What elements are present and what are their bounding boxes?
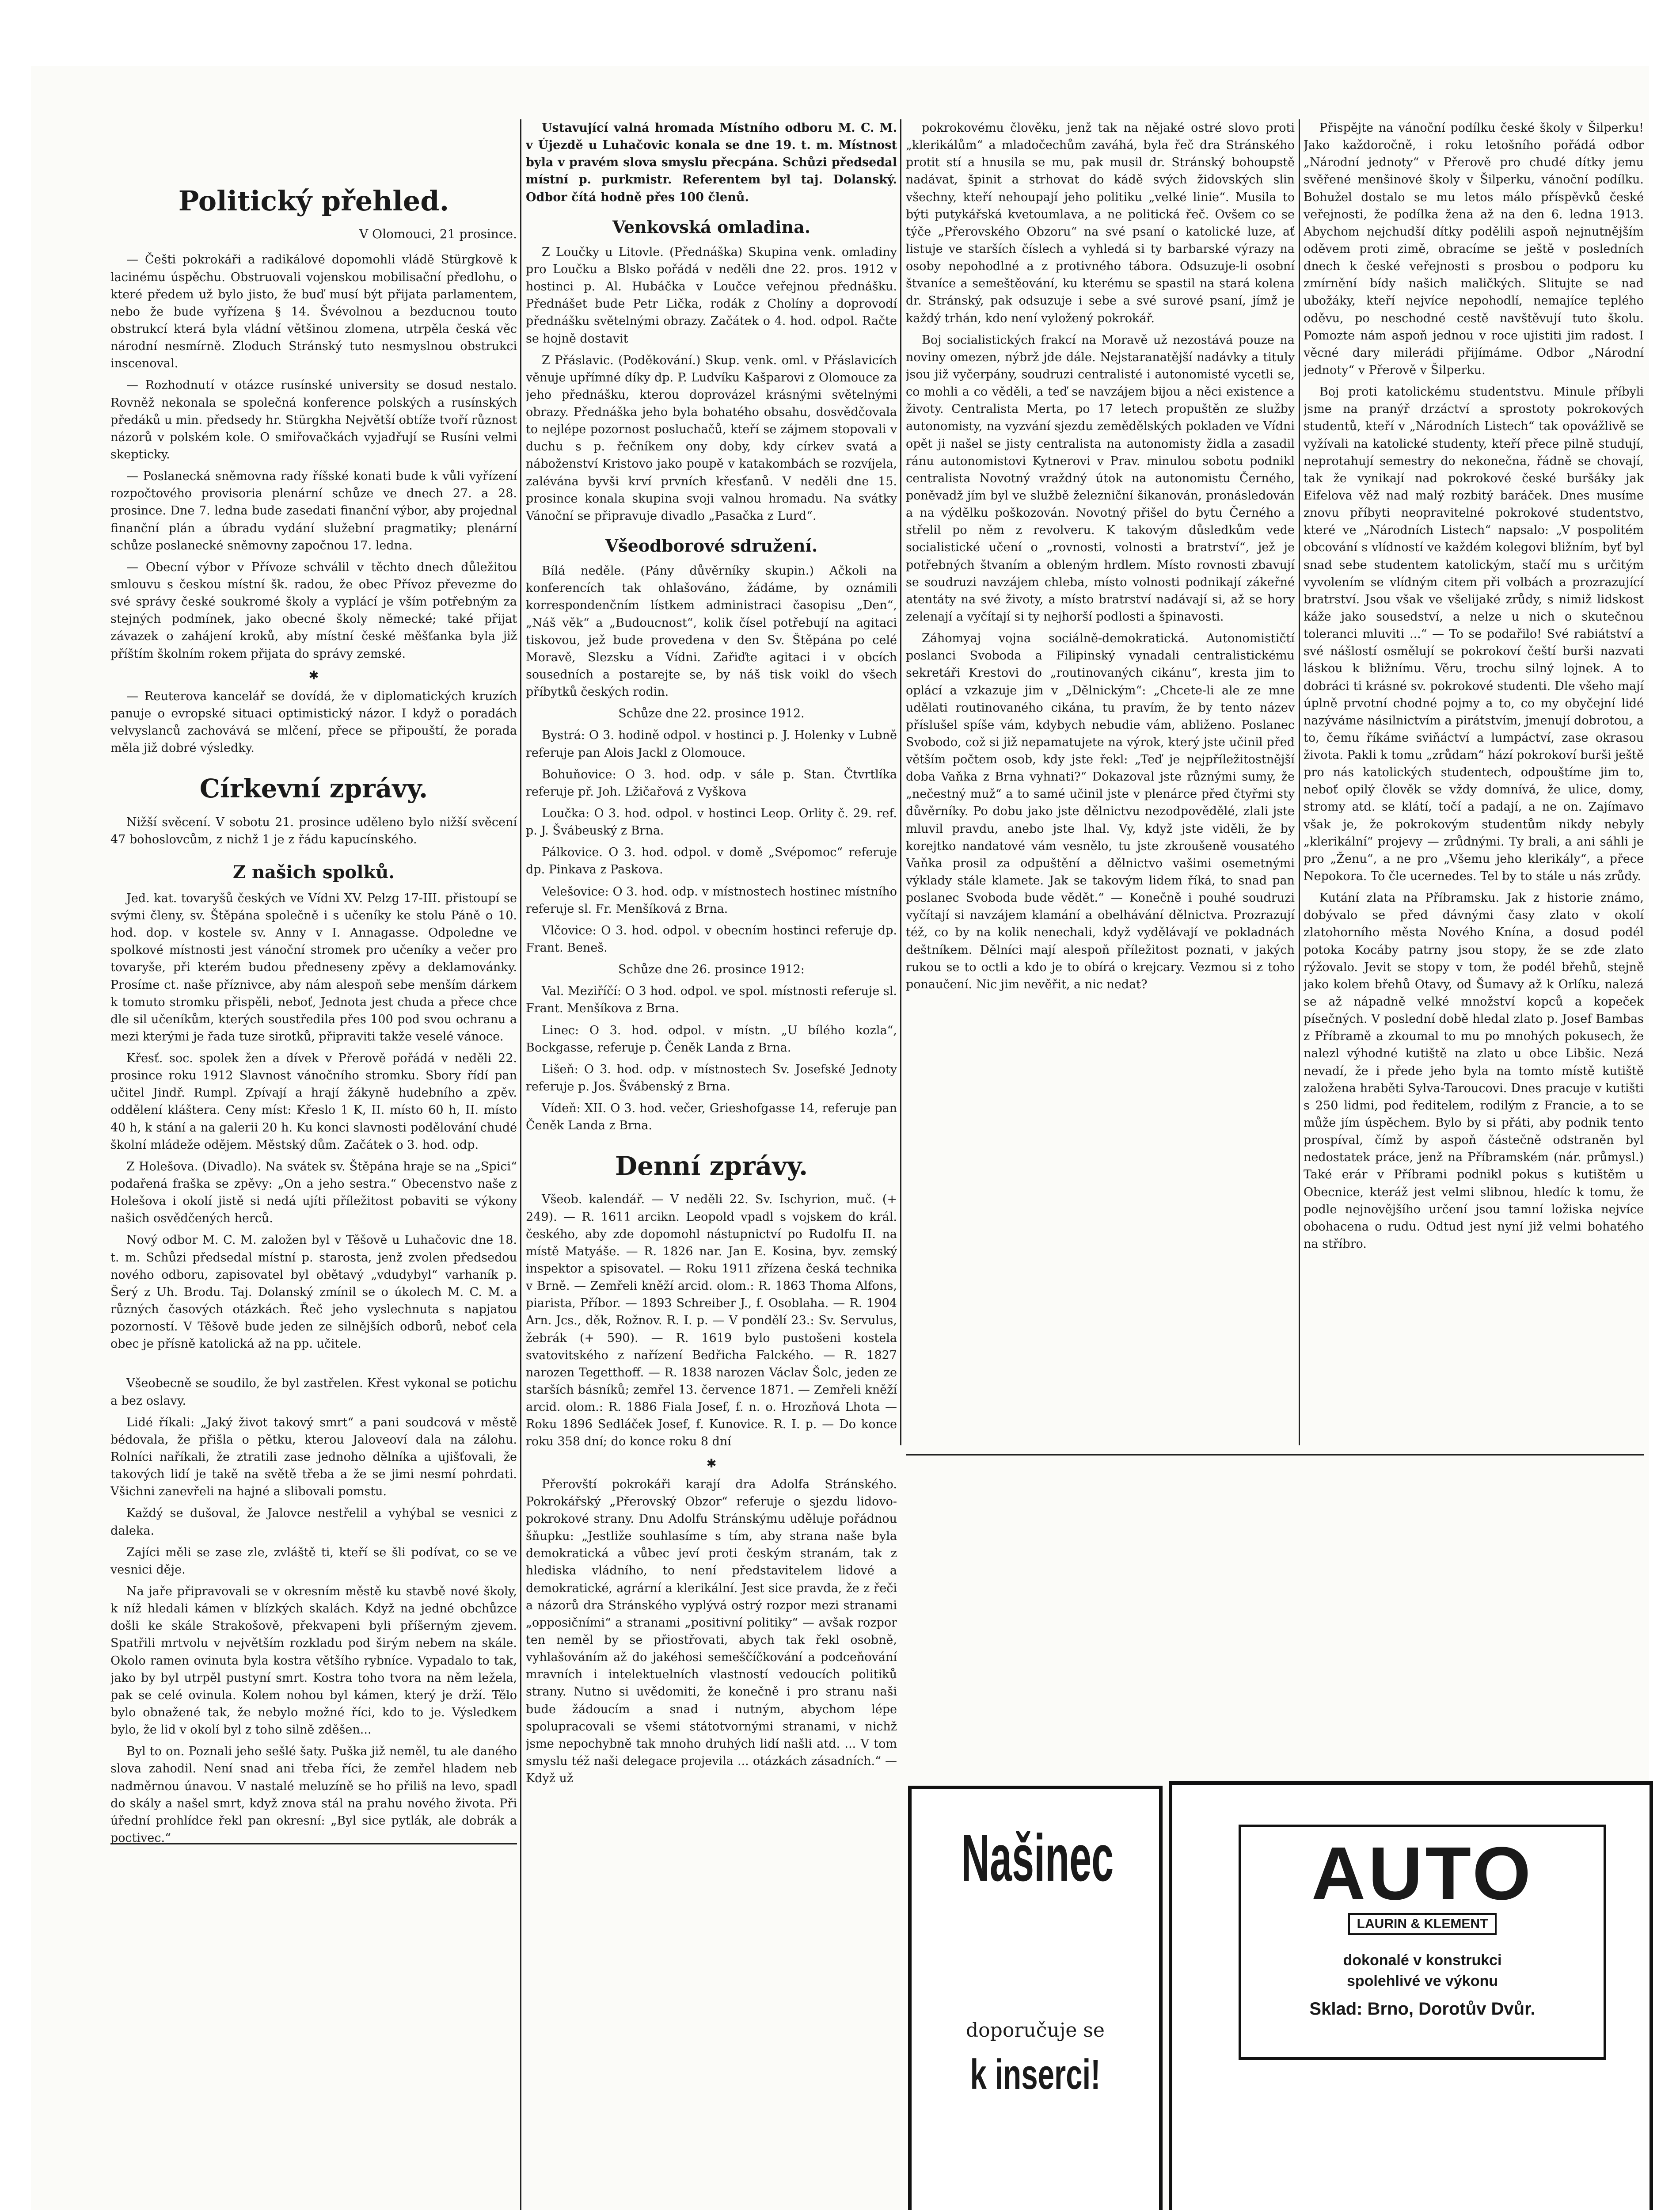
article-paragraph: — Rozhodnutí v otázce rusínské university se dosud nestalo. Rovněž nekonala se společná konference polských a rusínských předáků u min. předsedy hr. Stürgkha Největší obtíže tvoří různost názorů v polském kole. O smiřovačkách vyjadřují se Rusíni velmi skepticky.	[110, 378, 517, 462]
meeting-item: Loučka: O 3. hod. odpol. v hostinci Leop. Orlity č. 29. ref. p. J. Švábeuský z Brna.	[526, 806, 897, 838]
article-paragraph: Z Loučky u Litovle. (Přednáška) Skupina venk. omladiny pro Loučku a Blsko pořádá v neděli dne 22. pros. 1912 v hostinci p. Al. Hubáčka v Loučce veřejnou přednášku. Přednášet bude Petr Lička, rodák z Cholíny a doprovodí přednášku světelnými obrazy. Začátek o 4. hod. odpol. Račte se hojně dostavit	[526, 245, 897, 346]
article-paragraph: — Obecní výbor v Přívoze schválil v těchto dnech důležitou smlouvu s českou místní šk. radou, že obec Přívoz převezme do své správy české soukromé školy a vyplácí je vším potřebným za stejných podmínek, jako obecné školy německé; také přijat závazek o zahájení kroků, aby místní české měšťanka byla již příštím školním rokem přijata do správy zemské.	[110, 560, 517, 661]
article-paragraph: Z Přáslavic. (Poděkování.) Skup. venk. oml. v Přáslavicích věnuje upřímné díky dp. P. Ludvíku Kašparovi z Olomouce za jeho přednášku, kterou doprovázel krásnými světelnými obrazy. Přednáška jeho byla bohatého obsahu, dosvědčovala to nejlépe pozornost posluchačů, kteří se zájmem stopovali v duchu s p. řečníkem ony doby, kdy církev svatá a náboženství Kristovo jako poupě v katakombách se rozvíjela, zalévána byvši krví prvních křesťanů. V neděli dne 15. prosince konala skupina svoji valnou hromadu. Na svátky Vánoční se připravuje divadlo „Pasačka z Lurd“.	[526, 353, 897, 523]
ad-line: dokonalé v konstrukci	[1343, 1952, 1502, 1969]
section-title-societies: Z našich spolků.	[232, 861, 395, 883]
section-title-union: Všeodborové sdružení.	[605, 536, 818, 556]
meeting-date: Schůze dne 26. prosince 1912:	[618, 963, 805, 977]
ad-brand: Našinec	[961, 1821, 1114, 1895]
article-paragraph: Přispějte na vánoční podílku české školy v Šilperku! Jako každoročně, i roku letošního pořádá odbor „Národní jednoty“ v Přerově pro chudé dítky jemu svěřené menšinové školy v Šilperku, vánoční podílku. Bohužel dostalo se mu letos málo příspěvků české veřejnosti, že podílka žena až na den 6. ledna 1913. Abychom nejchudší dítky podělili aspoň nejnutnějším oděvem proti zimě, obracíme se ještě v posledních dnech k české veřejnosti s prosbou o podporu ku zmírnění bídy našich maličkých. Slitujte se nad ubožáky, kteří nejvíce nepohodlí, nemajíce teplého oděvu, po neschodné cestě navštěvují tuto školu. Pomozte nám aspoň jednou v roce ujistiti jim radost. I věcné dary milerádi přijímáme. Odbor „Národní jednoty“ v Přerově v Šilperku.	[1304, 121, 1644, 377]
article-paragraph: Bílá neděle. (Pány důvěrníky skupin.) Ačkoli na konferencích tak ohlašováno, žádáme, by oznámili korrespondenčním lístkem administraci časopisu „Den“, „Náš věk“ a „Budoucnost“, kolik čísel potřebují na agitaci tiskovou, jež bude provedena v den Sv. Štěpána po celé Moravě, Slezsku a Vídni. Zařiďte agitaci i v obcích sousedních a postarejte se, by náš tisk voikl do všech příbytků českých rodin.	[526, 564, 897, 699]
meeting-item: Vídeň: XII. O 3. hod. večer, Grieshofgasse 14, referuje pan Čeněk Landa z Brna.	[526, 1101, 897, 1133]
article-paragraph: — Češti pokrokáři a radikálové dopomohli vládě Stürgkově k lacinému úspěchu. Obstruovali vojenskou mobilisační předlohu, o které předem už bylo jisto, že buď musí být přijata parlamentem, nebo že bude vyřízena § 14. Švévolnou a bezducnou touto obstrukcí která byla vládní většinou zlomena, utrpěla česká věc národní nesmírně. Zloduch Stránský tuto nesmyslnou obstrukci inscenoval.	[110, 253, 517, 371]
calendar-paragraph: Všeob. kalendář. — V neděli 22. Sv. Ischyrion, muč. (+ 249). — R. 1611 arcikn. Leopold vpadl s vojskem do král. českého, aby zde dopomohl nástupnictví po Rudolfu II. na místě Matyáše. — R. 1826 nar. Jan E. Kosina, byv. zemský inspektor a spisovatel. — Roku 1911 zřízena česká technika v Brně. — Zemřeli kněží arcid. olom.: R. 1863 Thoma Alfons, piaristа, Příbor. — 1893 Schreiber J., f. Osoblaha. — R. 1904 Arn. Jcs., děk, Rožnov. R. I. p. — V pondělí 23.: Sv. Servulus, žebrák (+ 590). — R. 1619 bylo pustošeni kostela svatovitského z nařízení Bedřicha Falckého. — R. 1827 narozen Tegetthoff. — R. 1838 narozen Václav Šolc, jeden ze starších básníků; zemřel 13. července 1871. — Zemřeli kněží arcid. olom.: R. 1886 Fiala Josef, f. n. o. Hrozňová Lhota — Roku 1896 Sedláček Josef, f. Kunovice. R. I. p. — Do konce roku 358 dní; do konce roku 8 dní	[526, 1193, 897, 1449]
article-paragraph: Ustavující valná hromada Místního odboru M. C. M. v Újezdě u Luhačovic konala se dne 19. t. m. Místnost byla v pravém slova smyslu přecpána. Schůzi předsedal místní p. purkmistr. Referentem byl taj. Dolanský. Odbor čítá hodně přes 100 členů.	[526, 121, 897, 204]
meeting-item: Lišeň: O 3. hod. odp. v místnostech Sv. Josefské Jednoty referuje p. Jos. Švábenský z Brna.	[526, 1062, 897, 1094]
meeting-item: Bohuňovice: O 3. hod. odp. v sále p. Stan. Čtvrtlíka referuje př. Joh. Lžičařová z Vyškova	[526, 767, 897, 799]
article-paragraph: Jed. kat. tovaryšů českých ve Vídni XV. Pelzg 17-III. přistoupí se svými členy, sv. Štěpána společně i s učeníky ke stolu Páně o 10. hod. dop. v kostele sv. Anny v I. Annagasse. Odpoledne ve spolkové místnosti jest vánoční stromek pro učeníky a večer pro tovaryše, při kterém budou předneseny zpěvy a deklamovánky. Prosíme ct. naše příznivce, aby nám alespoň sebe menším dárkem k tomuto stromku přispěli, neboť, Jednota jest chuda a přece chce dle sil učeníkům, kterých soustředila přes 100 pod svou ochranu a mezi kterými je řada tuze sirotků, připraviti takže veselé vánoce.	[110, 891, 517, 1044]
article-paragraph: — Poslanecká sněmovna rady říšské konati bude k vůli vyřízení rozpočtového provisoria plenární schůze ve dnech 27. a 28. prosince. Dne 7. ledna bude zasedati finanční výbor, aby projednal finanční plán a úbradu vydání služební pragmatiky; plenární schůze poslanecké sněmovny započnou 17. ledna.	[110, 469, 517, 552]
story-paragraph: Zajíci měli se zase zle, zvláště ti, kteří se šli podívat, co se ve vesnici děje.	[110, 1545, 517, 1577]
ad-line: doporučuje se	[966, 2019, 1105, 2042]
horizontal-rule	[906, 1454, 1644, 1456]
section-title-church: Církevní zprávy.	[199, 774, 428, 804]
column-rule	[900, 119, 901, 1445]
article-paragraph: Nižší svěcení. V sobotu 21. prosince udělenо bylo nižší svěcení 47 bohoslovcům, z nichž 1 je z řádu kapucínského.	[110, 815, 517, 846]
article-paragraph: Přerovští pokrokáři karají dra Adolfa Stránského. Pokrokářský „Přerovský Obzor“ referuje o sjezdu lidovo-pokrokové strany. Dnu Adolfu Stránskýmu uděluje pořádnou šňupku: „Jestliže souhlasíme s tím, aby strana naše byla demokratická a vůbec jeví proti českým stranám, tak z hlediska vládního, to není představitelem lidové a demokratické, agrární a klerikální. Jest sice pravda, že z řeči a názorů dra Stránského vyplývá ostrý rozpor mezi stranami „opposičními“ a stranami „positivní politiky“ — avšak rozpor ten neměl by se přiostřovati, abych tak řekl osobně, vyhlašováním až do jakéhosi semeščíčkování a podceňování mravních i intelektuelních vlastností vedoucích politiků strany. Nutno si uvědomiti, že konečně i pro stranu naši bude žádoucím a snad i nutným, abychom lépe spolupracovali se všemi státotvornými stranami, v nichž jsme nepochybně tak mnoho druhých lidí našli atd. ... V tom smyslu též naši delegace projevila ... otázkách zásadních.“ — Když už	[526, 1477, 897, 1786]
column-2	[526, 119, 897, 2210]
meeting-item: Pálkovice. O 3. hod. odpol. v domě „Svépomoc“ referuje dp. Pinkava z Paskova.	[526, 846, 897, 877]
story-paragraph: Na jaře připravovali se v okresním městě ku stavbě nové školy, k níž hledali kámen v blízkých skalách. Když na jedné obchůzce došli ke skále Strakošově, překvapeni byli příšerným zjevem. Spatřili mrtvolu v největším rozkladu pod širým nebem na skále. Okolo ramen ovinuta byla kostra většího rybníce. Vypadalo to tak, jako by byl utrpěl pustyní smrt. Kostra toho tvora na něm ležela, pak se celé ovinula. Kolem nohou byl kámen, který je drží. Tělo bylo obnažené tak, že nebylo možné říci, kdo to je. Výsledkem bylo, že lid v okolí byl z toho silně zděšen...	[110, 1585, 517, 1737]
column-4	[1304, 119, 1644, 1454]
story-paragraph: Byl to on. Poznali jeho sešlé šaty. Puška již neměl, tu ale daného slova zahodil. Není snad ani třeba říci, že zemřel hladem neb nadměrnou únavou. V nastalé meluzíně se ho přiliš na levo, spadl do skály a našel smrt, když znova stál na prahu nového života. Při úřední prohlídce řekl pan okresní: „Byl sice pytlák, ale dobrák a poctivec.“	[110, 1745, 517, 1845]
article-paragraph: Nový odbor M. C. M. založen byl v Těšově u Luhačovic dne 18. t. m. Schůzi předsedal místní p. starosta, jenž zvolen předsedou nového odboru, zapisovatel byl obětavý „vdudybyl“ varhaník p. Šerý z Uh. Brodu. Taj. Dolanský zmínil se o úkolech M. C. M. a různých časových otázkách. Řeč jeho vyslechnuta s napjatou pozorností. V Těšově bude jeden ze silnějších odborů, neboť cela obec je přísně katolická až na pp. učitele.	[110, 1233, 517, 1351]
meeting-date: Schůze dne 22. prosince 1912.	[618, 707, 805, 721]
article-paragraph: Křesť. soc. spolek žen a dívek v Přerově pořádá v neděli 22. prosince roku 1912 Slavnost vánočního stromku. Sbory řídí pan učitel Jindř. Rumpl. Zpívají a hrají žákyně hudebního a zpěv. oddělení klášterа. Ceny míst: Křeslo 1 K, II. místo 60 h, II. místo 40 h, k stání a na galerii 20 h. Ku konci slavnosti podělování chudé školní mládeže odějem. Městský dům. Začátek o 3. hod. odp.	[110, 1052, 517, 1152]
section-title-youth: Venkovská omladina.	[612, 217, 811, 237]
article-paragraph: Z Holešova. (Divadlo). Na svátek sv. Štěpána hraje se na „Spici“ podařená fraška se zpěvy: „On a jeho sestra.“ Obecenstvo naše z Holešova i okolí jistě si nedá ujíti příležitost pobaviti se výkony našich osvědčených herců.	[110, 1159, 517, 1226]
meeting-item: Velešovice: O 3. hod. odp. v místnostech hostinec místního referuje sl. Fr. Menšíková z Brna.	[526, 884, 897, 916]
separator-star: ✱	[706, 1456, 717, 1471]
ad-line: k inserci!	[970, 2051, 1101, 2098]
article-paragraph: Boj socialistických frakcí na Moravě už nezostává pouze na noviny omezen, nýbrž jde dále. Nejstaranatější nadávky a tituly jsou již vyčerpány, soudruzi centralisté i autonomisté vycetli se, co mohli a co věděli, a teď se navzájem bijou a něci existence a životy. Centralista Merta, po 17 letech propuštěn ze služby autonomisty, na vyzvání sjezdu zemědělských pokladen ve Vídni opět ji našel se jisty centralista na autonomisty židlа a zasadil ránu autonomistovi Kytnerovi v Prav. minulou sobotu podnikl centralista Novotný vraždný útok na autonomistu Černého, poněvadž jím byl ve službě železniční šikanován, pronásledován a na výdělku poškozován. Novotný přišel do bytu Černého a střelil po něm z revolveru. K takovým důsledkům vede socialistické učení o „rovnosti, volnosti a bratrství“, jež je potřebných štvaním a obleným hrdlem. Místo rovnosti zbavují se soudruzi navzájem chleba, místo volnosti podnikají zákeřné atentáty na své životy, a místo bratrství nadávají si, až se hory zelenají a vyčítají si ty nejhorší podlosti a špinavosti.	[906, 333, 1295, 624]
article-paragraph: — Reuterova kancelář se dovídá, že v diplomatických kruzích panuje o evropské situaci optimistický názor. I když o poradách velvyslanců zachovává se mlčení, přece se připouští, že porada měla již dobré výsledky.	[110, 689, 517, 755]
meeting-item: Bystrá: O 3. hodině odpol. v hostinci p. J. Holenky v Lubně referuje pan Alois Jackl z Olomouce.	[526, 728, 897, 760]
dateline: V Olomouci, 21 prosince.	[359, 226, 517, 241]
ad-line: spolehlivé ve výkonu	[1346, 1972, 1498, 1989]
section-title-political: Politický přehled.	[178, 185, 449, 217]
story-paragraph: Lidé říkali: „Jaký život takový smrt“ a pani soudcová v městě bédovala, že přišla o pětku, kterou Jaloveoví dala na zálohu. Rolníci naříkali, že ztratili zase jednoho dělníka a ujišťovali, že takových lidí je takě na světě třeba a že se jimi nesmí pohrdati. Všichni zanevřeli na hajné a slibovali pomstu.	[110, 1415, 517, 1499]
article-paragraph: Záhomyaj vojna sociálně-demokratická. Autonomističtí poslanci Svoboda a Filipinský vynadali centralistickému sekretáři Krestovi do „routinovaných cikánu“, kresta jim to oplácí a vzkazuje jim v „Dělnickým“: „Chcete-li ale ze mne udělati routinovaného cikána, tu pravím, že by tento název příslušel spíše vám, kdybych nebudie vám, abliženo. Poslanec Svobodo, což si již nepamatujete na výrok, který jste učinil před větším počtem osob, kdy jste řekl: „Teď je nejpříležitostnější doba Vaňka z Brna vyhnati?“ Dokazoval jste různými sumy, že „nečestný muž“ a to samé učinil jste v plenárce před čtyřmi sty důvěrníky. Po dobu jako jste dělnictvu nezodpovědělé, zlali jste mluvil pravdu, anebo jste lhal. Vy, když jste viděli, že by korejtko nandatové vám vesnělo, tu jste zkroušeně vousatého Vaňka prosil za odpuštění a dělnictvo vašimi osemetnými výklady stále klamete. Jak se takovým lidem říká, to snad pan poslanec Svoboda bude vědět.“ — Konečně i pouhé soudruzi vyčítají si navzájem klamání a obelhávání dělnictva. Prozrazují též, co by na kolik nenechali, když vydělávají ve pokladnách deštníkem. Dělníci mají alespoň příležitost poznati, v jakých rukou se to octlі a kdo je to obírá o krejcary. Vezmou si z toho ponaučení. Nic jim nevěřit, a nic nedat?	[906, 632, 1295, 991]
ad-line: Sklad: Brno, Dorotův Dvůr.	[1309, 1999, 1536, 2019]
separator-star: ✱	[308, 668, 319, 682]
meeting-item: Vlčovice: O 3. hod. odpol. v obecním hostinci referuje dp. Frant. Beneš.	[526, 923, 897, 955]
column-rule	[520, 119, 521, 2210]
column-rule	[1299, 119, 1300, 1445]
story-paragraph: Každý se dušoval, že Jalovce nestřelil a vyhýbal se vesnici z daleka.	[110, 1506, 517, 1538]
article-paragraph: Boj proti katolickému studentstvu. Minule příbyli jsme na pranýř drzáctví a sprostoty pokrokových studentů, kteří v „Národních Listech“ tak opovážlivě se vyžívali na katolické studenty, kteří přece pilně studují, neprotahují semestry do nekonečna, řádně se chovají, tak že vynikají nad pokrokové české buršáky jak Eifelova věž nad malý rozbitý baráček. Dnes musíme znovu příbyti neopravitelné pokrokové studentstvo, které ve „Národních Listech“ napsalo: „V pospolitém obcování s vlídností ve každém kolegovi bližním, byť byl snad sebe studentem katolickým, stačí mu s určitým vyvolením se vlídným citem při volbách a prozrazující bratrství. Jsou však ve všelijaké zrůdy, s nimiž lidskost káže jako sousedství, a nelze u nich o skutečnou toleranci mluviti ...“ — To se podařilo! Své rabiátství a své nášlostí osmělují se pokrokoví čeští burši nazvati láskou k bližnímu. Věru, trochu silný lojnek. A to dobráci ti krásné sv. pokrokové studenti. Dle všeho mají úplně prvotní chodné pojmy a to, co my obyčejní lidé nazýváme násilnictvím a pirátstvím, jmenují dobrotou, a to, čemu říkáme sviňáctví a lumpáctví, zase okrasou života. Pakli k tomu „zrůdam“ hází pokrokoví burši ještě pro nás katolických studentech, odpouštíme jim to, neboť opilý člověk se vždy domnívá, že ulice, domy, stromy atd. se klátí, točí a padají, a ne on. Zajímavo však je, že pokrokovým studentům nikdy nebyly „klerikální“ projevy — zrůdnými. Ty brali, a ani sáhli je pro „Ženu“, a ne pro „Všemu jeho klerikály“, a přece Nepokora. To čle ucernedes. Tel by to stále u nás zrůdy.	[1304, 385, 1644, 884]
meeting-item: Val. Meziříčí: O 3 hod. odpol. ve spol. místnosti referuje sl. Frant. Menšíkova z Brna.	[526, 984, 897, 1016]
ad-nasinec	[908, 1786, 1163, 2210]
ad-company: LAURIN & KLEMENT	[1348, 1913, 1497, 1935]
meeting-item: Linec: O 3. hod. odpol. v místn. „U bílého kozla“, Bockgasse, referuje p. Čeněk Landa z Brna.	[526, 1023, 897, 1055]
article-paragraph: Kutání zlata na Příbramsku. Jak z historie známo, dobývalo se před dávnými časy zlato v okolí zlatohorního města Nového Knína, a dosud podél potoka Kocáby patrny jsou stopy, že se zde zlato rýžovalo. Jevit se stopy v tom, že podél břehů, stejně jako kolem břehů Otavy, od Šumavy až k Orlíku, nalezá se až nápadně velké množství kopců a kopeček písečných. V poslední době hledal zlato p. Josef Bambas z Příbramě a zkoumal to mu po mnohých pokusech, že nalezl výhodné kutiště na zlato u obce Libšic. Nezá nevadí, že i přede jeho byla na tomto místě kutiště založena hraběti Sylva-Taroucovi. Dnes pracuje v kutišti s 250 lidmi, pod ředitelem, rodilým z Francie, a to se může jím úspěchem. Bylo by si přáti, aby podnik tento prospíval, čímž by aspoň částečně odstraněn byl nedostatek práce, jenž na Příbramském (nár. průmysl.) Také erár v Příbrami podnikl pokus s kutištěm u Obecnice, kteráž jest velmi slibnou, hledíc k tomu, že podle nejnovějšího určení jsou tamní ložiska nejvíce obohacena o rudu. Odtud jest nyní již velmi bohatého na stříbro.	[1304, 891, 1644, 1251]
column-1	[110, 119, 517, 2210]
story-paragraph: Všeobecně se soudilo, že byl zastřelen. Křest vykonal se potichu a bez oslavy.	[110, 1376, 517, 1408]
ad-logo: AUTO	[1311, 1832, 1534, 1916]
article-paragraph: pokrokovému člověku, jenž tak na nějaké ostré slovo proti „klerikálům“ a mladočechům zaváhá, byla řeč dra Stránského protit stí a hnusila se mu, pak musil dr. Stránský bohoupstě nadávat, špinit a strhovat do kádě svých židovských slin všechny, kteří nehoupají jeho politiku „velké linie“. Musila to býti putykářská kvetoumlava, a ne politická řeč. Ovšem co se týče „Přerovského Obzoru“ na své psaní o katolické luze, ať listuje ve starších číslech a vyhledá si ty barbarské výrazy na osoby nepohodlné a z protivného tábora. Odsuzuje-li osobní štvaníce a semeštěování, ku kterému se spastil na stará kolena dr. Stránský, pak odsuzuje i sebe a své surové psaní, jímž je každý trhán, kdo není vyložený pokrokář.	[906, 121, 1295, 325]
column-3	[906, 119, 1295, 1454]
section-title-daily-news: Denní zprávy.	[615, 1151, 808, 1181]
newspaper-page	[31, 66, 1649, 2210]
ad-auto-frame	[1239, 1825, 1606, 2060]
ad-auto	[1169, 1781, 1653, 2210]
